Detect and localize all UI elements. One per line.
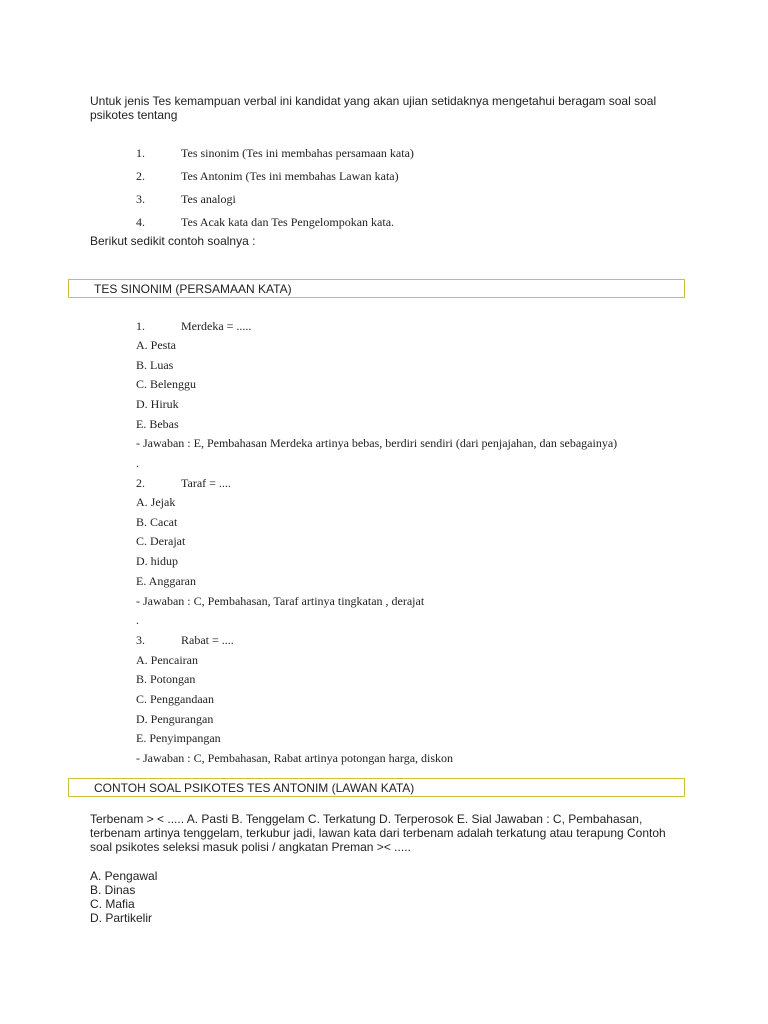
question-row xyxy=(0,476,620,496)
question-number: 2. xyxy=(136,476,145,490)
section-header-sinonim xyxy=(68,279,685,298)
option-b: B. Cacat xyxy=(136,515,178,529)
topic-number: 2. xyxy=(136,169,145,183)
answer-text: - Jawaban : C, Pembahasan, Taraf artinya tingkatan , derajat xyxy=(136,594,425,608)
option-c: C. Belenggu xyxy=(136,377,196,391)
topic-number: 3. xyxy=(136,192,145,206)
separator-dot: . xyxy=(136,456,139,470)
topic-text: Tes analogi xyxy=(181,192,236,206)
section-title: CONTOH SOAL PSIKOTES TES ANTONIM (LAWAN KATA) xyxy=(94,781,415,795)
option-a: A. Jejak xyxy=(136,495,176,509)
topic-item xyxy=(0,192,620,212)
section-title: TES SINONIM (PERSAMAAN KATA) xyxy=(94,282,292,296)
option-e: E. Penyimpangan xyxy=(136,731,221,745)
topic-item xyxy=(0,215,620,235)
answer-text: - Jawaban : E, Pembahasan Merdeka artinya bebas, berdiri sendiri (dari penjajahan, dan sebagainya) xyxy=(136,436,618,450)
option-a: A. Pesta xyxy=(136,338,176,352)
topic-text: Tes Antonim (Tes ini membahas Lawan kata) xyxy=(181,169,399,183)
option-d: D. Hiruk xyxy=(136,397,179,411)
topic-number: 4. xyxy=(136,215,145,229)
topic-item xyxy=(0,169,620,189)
option-d: D. hidup xyxy=(136,554,178,568)
question-text: Taraf = .... xyxy=(181,476,231,490)
answer-text: - Jawaban : C, Pembahasan, Rabat artinya potongan harga, diskon xyxy=(136,751,454,765)
option-e: E. Anggaran xyxy=(136,574,196,588)
question-number: 1. xyxy=(136,319,145,333)
section-header-antonim xyxy=(68,778,685,797)
option-a: A. Pengawal xyxy=(90,869,158,883)
option-b: B. Luas xyxy=(136,358,174,372)
intro-paragraph: Untuk jenis Tes kemampuan verbal ini kandidat yang akan ujian setidaknya mengetahui beragam soal soal psikotes tentang xyxy=(90,94,657,122)
question-row xyxy=(0,633,620,653)
question-text: Rabat = .... xyxy=(181,633,234,647)
option-c: C. Mafia xyxy=(90,897,135,911)
option-e: E. Bebas xyxy=(136,417,179,431)
option-c: C. Penggandaan xyxy=(136,692,214,706)
question-number: 3. xyxy=(136,633,145,647)
option-b: B. Dinas xyxy=(90,883,136,897)
topic-item xyxy=(0,146,620,166)
option-c: C. Derajat xyxy=(136,534,186,548)
option-a: A. Pencairan xyxy=(136,653,198,667)
topic-text: Tes sinonim (Tes ini membahas persamaan kata) xyxy=(181,146,414,160)
option-b: B. Potongan xyxy=(136,672,196,686)
question-text: Merdeka = ..... xyxy=(181,319,252,333)
examples-intro: Berikut sedikit contoh soalnya : xyxy=(90,234,256,248)
option-d: D. Partikelir xyxy=(90,911,153,925)
option-d: D. Pengurangan xyxy=(136,712,214,726)
question-row xyxy=(0,319,620,339)
separator-dot: . xyxy=(136,613,139,627)
antonim-paragraph: Terbenam > < ..... A. Pasti B. Tenggelam C. Terkatung D. Terperosok E. Sial Jawaban : C, Pembahasan, terbenam artinya tenggelam, terkubur jadi, lawan kata dari terbenam adalah terkatung atau terapung Contoh soal psikotes seleksi masuk polisi / angkatan Preman >< ..... xyxy=(90,812,666,854)
topic-number: 1. xyxy=(136,146,145,160)
topic-text: Tes Acak kata dan Tes Pengelompokan kata. xyxy=(181,215,395,229)
